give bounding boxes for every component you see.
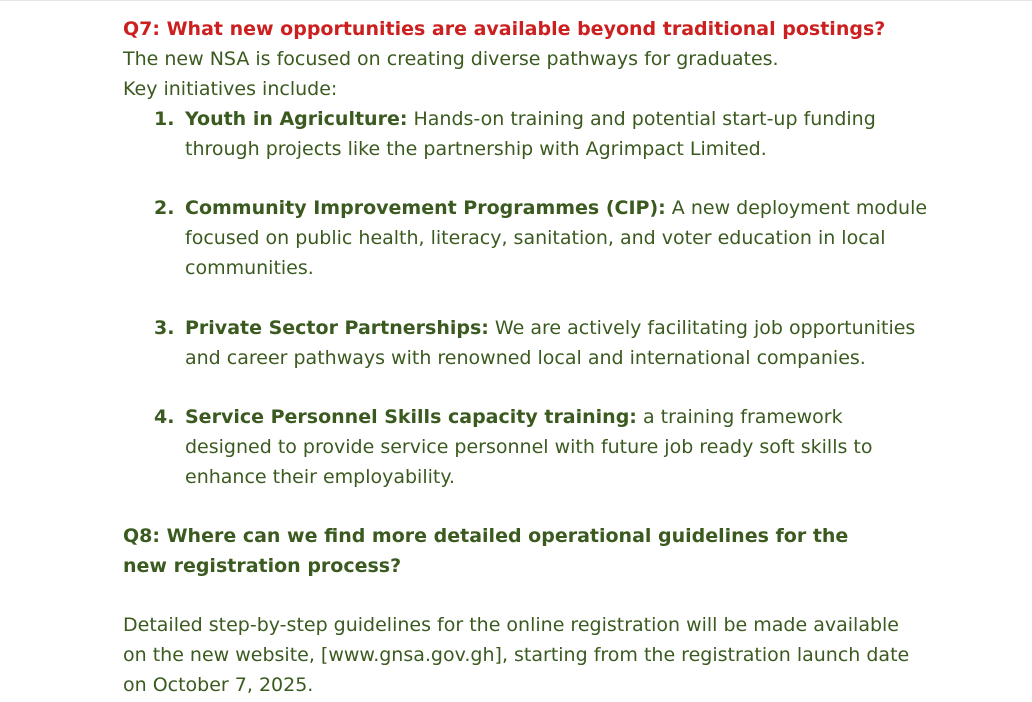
q7-heading: Q7: What new opportunities are available beyond traditional postings? xyxy=(123,18,886,40)
item-number: 2. xyxy=(154,197,175,219)
item-term: Service Personnel Skills capacity training: xyxy=(185,406,637,428)
item-number: 3. xyxy=(154,317,175,339)
item-text: Hands-on training and potential start-up funding through projects like the partnership with Agrimpact Limited. xyxy=(185,108,876,160)
item-number: 4. xyxy=(154,406,175,428)
item-text: a training framework designed to provide service personnel with future job ready soft skills to enhance their employability. xyxy=(185,406,873,488)
item-body xyxy=(185,313,934,373)
item-text: A new deployment module focused on public health, literacy, sanitation, and voter education in local communities. xyxy=(185,197,928,279)
item-text: We are actively facilitating job opportunities and career pathways with renowned local and international companies. xyxy=(185,317,916,369)
item-body xyxy=(185,193,934,283)
q7-intro-key-initiatives: Key initiatives include: xyxy=(123,78,338,100)
item-term: Youth in Agriculture: xyxy=(185,108,408,130)
initiative-item-youth-in-agriculture xyxy=(154,104,934,164)
item-body xyxy=(185,402,934,492)
item-body xyxy=(185,104,934,164)
item-term: Private Sector Partnerships: xyxy=(185,317,489,339)
q8-answer: Detailed step-by-step guidelines for the online registration will be made available on the new website, [www.gnsa.gov.gh], starting from the registration launch date on October 7, 2025. xyxy=(123,614,910,696)
item-term: Community Improvement Programmes (CIP): xyxy=(185,197,666,219)
initiative-item-community-improvement xyxy=(154,193,934,283)
item-number: 1. xyxy=(154,108,175,130)
q7-intro: The new NSA is focused on creating diverse pathways for graduates. xyxy=(123,48,779,70)
initiative-item-skills-training xyxy=(154,402,934,492)
initiative-item-private-sector xyxy=(154,313,934,373)
q8-heading: Q8: Where can we find more detailed operational guidelines for the new registration process? xyxy=(123,525,849,577)
